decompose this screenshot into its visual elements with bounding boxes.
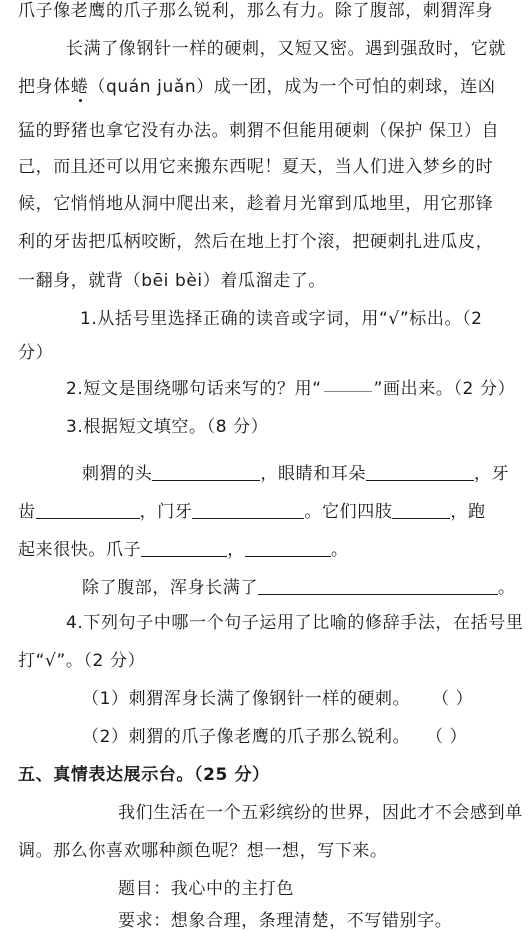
answer-parentheses-1[interactable]: （ ） bbox=[432, 689, 474, 709]
fill-2-teeth-label: 齿 bbox=[18, 502, 36, 522]
fill-2-limbs-label: 。它们四肢 bbox=[304, 502, 393, 522]
passage-line-3 bbox=[18, 76, 495, 98]
passage-line-4: 猛的野猪也拿它没有办法。刺猬不但能用硬刺（保护 保卫）自 bbox=[18, 121, 500, 141]
blank-front-teeth[interactable] bbox=[192, 500, 304, 519]
essay-requirement: 要求：想象合理，条理清楚，不写错别字。 bbox=[118, 911, 453, 931]
fill-4-period: 。 bbox=[498, 578, 516, 598]
passage-line-3-end: （quán juǎn）成一团，成为一个可怕的刺球，连凶 bbox=[88, 77, 496, 97]
blank-body[interactable] bbox=[258, 576, 498, 595]
fill-2-front-teeth-label: ，门牙 bbox=[139, 502, 193, 522]
passage-line-3-start: 把身体 bbox=[18, 77, 71, 97]
question-4-line-2: 打“√”。（2 分） bbox=[18, 651, 146, 671]
section-5-intro-line-2: 调。那么你喜欢哪种颜色呢？想一想，写下来。 bbox=[18, 841, 388, 861]
fill-line-4 bbox=[82, 576, 516, 599]
question-1-line-1: 1.从括号里选择正确的读音或字词，用“√”标出。（2 bbox=[80, 309, 483, 329]
blank-head[interactable] bbox=[152, 462, 260, 481]
question-4-line-1: 4.下列句子中哪一个句子运用了比喻的修辞手法，在括号里 bbox=[66, 613, 524, 633]
question-2-start: 2.短文是围绕哪句话来写的？用“ bbox=[66, 379, 322, 399]
question-2 bbox=[66, 378, 515, 400]
fill-line-1 bbox=[82, 462, 509, 485]
dotted-character: 蜷 bbox=[70, 77, 89, 97]
question-4-option-2: （2）刺猬的爪子像老鹰的爪子那么锐利。 bbox=[82, 727, 411, 747]
fill-1-teeth-label: ，牙 bbox=[474, 464, 510, 484]
fill-3-claws-label: 起来很快。爪子 bbox=[18, 540, 142, 560]
fill-line-2 bbox=[18, 500, 486, 523]
essay-topic: 题目：我心中的主打色 bbox=[118, 879, 294, 899]
passage-line-2: 长满了像钢针一样的硬刺，又短又密。遇到强敌时，它就 bbox=[66, 39, 506, 59]
fill-4-label: 除了腹部，浑身长满了 bbox=[82, 578, 258, 598]
passage-line-6: 候，它悄悄地从洞中爬出来，趁着月光窜到瓜地里，用它那锋 bbox=[18, 194, 494, 214]
question-2-end: ”画出来。（2 分） bbox=[373, 379, 516, 399]
blank-limbs[interactable] bbox=[392, 500, 450, 519]
passage-line-1: 爪子像老鹰的爪子那么锐利，那么有力。除了腹部，刺猬浑身 bbox=[18, 1, 494, 21]
fill-line-3 bbox=[18, 538, 348, 561]
fill-1-head-label: 刺猬的头 bbox=[82, 464, 153, 484]
fill-3-period: 。 bbox=[330, 540, 349, 560]
answer-parentheses-2[interactable]: （ ） bbox=[426, 727, 468, 747]
section-5-intro-line-1: 我们生活在一个五彩缤纷的世界，因此才不会感到单 bbox=[118, 803, 523, 823]
fill-2-run-label: ，跑 bbox=[450, 502, 486, 522]
blank-teeth[interactable] bbox=[36, 500, 140, 519]
wavy-line-marker bbox=[324, 379, 372, 392]
blank-claws-1[interactable] bbox=[141, 538, 227, 557]
blank-claws-2[interactable] bbox=[245, 538, 331, 557]
section-5-heading: 五、真情表达展示台。（25 分） bbox=[18, 765, 270, 785]
passage-line-8: 一翻身，就背（bēi bèi）着瓜溜走了。 bbox=[18, 271, 326, 291]
fill-3-comma: ， bbox=[227, 540, 245, 560]
passage-line-7: 利的牙齿把瓜柄咬断，然后在地上打个滚，把硬刺扎进瓜皮， bbox=[18, 232, 494, 252]
passage-line-5: 己，而且还可以用它来搬东西呢！夏天，当人们进入梦乡的时 bbox=[18, 157, 494, 177]
question-3: 3.根据短文填空。（8 分） bbox=[66, 417, 269, 437]
blank-eyes-ears[interactable] bbox=[366, 462, 474, 481]
fill-1-eyes-label: ，眼睛和耳朵 bbox=[260, 464, 367, 484]
question-1-line-2: 分） bbox=[18, 343, 54, 363]
question-4-option-1: （1）刺猬浑身长满了像钢针一样的硬刺。 bbox=[82, 689, 411, 709]
